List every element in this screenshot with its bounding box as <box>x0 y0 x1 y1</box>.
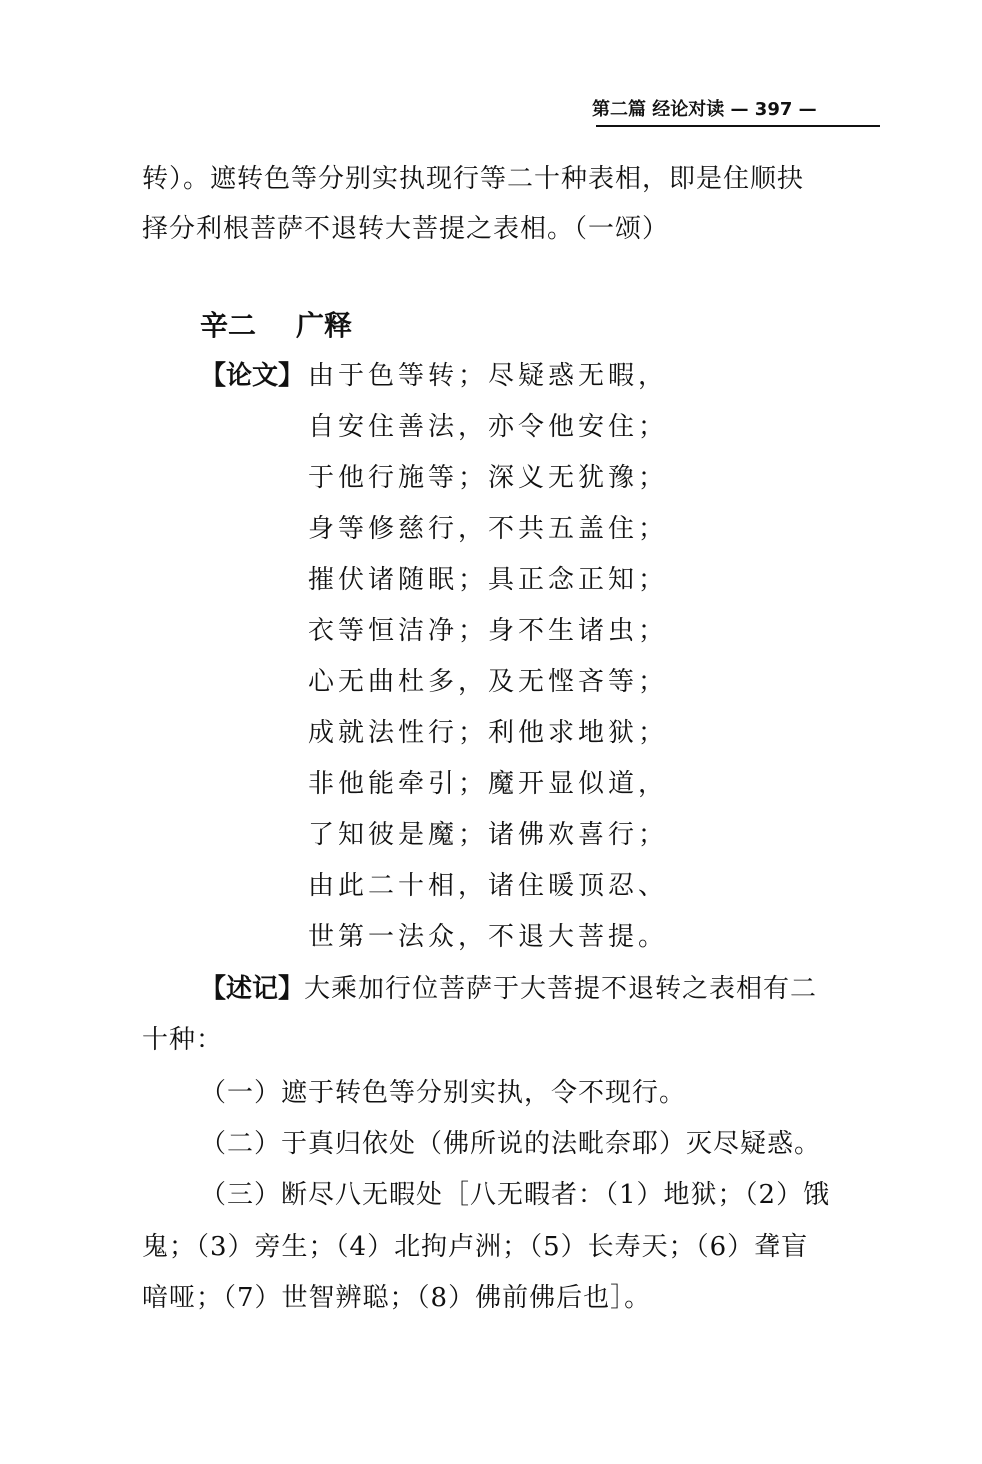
header-rule <box>596 125 880 127</box>
commentary-intro-line-2: 十种： <box>142 1025 224 1055</box>
commentary-intro-line-1: 大乘加行位菩萨于大菩提不退转之表相有二 <box>304 974 818 1004</box>
section-heading <box>200 304 352 344</box>
commentary-item-2: （二）于真归依处（佛所说的法毗奈耶）灭尽疑惑。 <box>200 1129 822 1159</box>
verse-line: 衣等恒洁净；身不生诸虫； <box>308 616 669 646</box>
opening-line-1: 转）。遮转色等分别实执现行等二十种表相，即是住顺抉 <box>142 164 805 194</box>
verse-line: 摧伏诸随眠；具正念正知； <box>308 565 669 595</box>
verse-line: 由此二十相，诸住暖顶忍、 <box>308 871 669 901</box>
verse-line: 于他行施等；深义无犹豫； <box>308 463 669 493</box>
verse-line: 由于色等转；尽疑惑无暇， <box>308 361 669 391</box>
running-head: 第二篇 经论对读 — 397 — <box>592 99 817 120</box>
commentary-item-1: （一）遮于转色等分别实执，令不现行。 <box>200 1078 687 1108</box>
commentary-item-3-line-2: 鬼；（3）旁生；（4）北拘卢洲；（5）长寿天；（6）聋盲 <box>142 1232 809 1262</box>
commentary-label: 【述记】 <box>200 974 305 1004</box>
commentary-item-3-line-3: 喑哑；（7）世智辨聪；（8）佛前佛后也］。 <box>142 1283 652 1313</box>
section-title: 广释 <box>296 309 353 342</box>
verse-line: 自安住善法，亦令他安住； <box>308 412 669 442</box>
verse-line: 身等修慈行，不共五盖住； <box>308 514 669 544</box>
verse-line: 成就法性行；利他求地狱； <box>308 718 669 748</box>
opening-line-2: 择分利根菩萨不退转大菩提之表相。（一颂） <box>142 214 670 244</box>
verse-line: 世第一法众，不退大菩提。 <box>308 922 669 952</box>
verse-line: 心无曲杜多，及无悭吝等； <box>308 667 669 697</box>
section-number: 辛二 <box>200 309 257 342</box>
verse-line: 了知彼是魔；诸佛欢喜行； <box>308 820 669 850</box>
commentary-item-3-line-1: （三）断尽八无暇处［八无暇者：（1）地狱；（2）饿 <box>200 1180 831 1210</box>
verse-label: 【论文】 <box>200 361 305 391</box>
verse-line: 非他能牵引；魔开显似道， <box>308 769 669 799</box>
